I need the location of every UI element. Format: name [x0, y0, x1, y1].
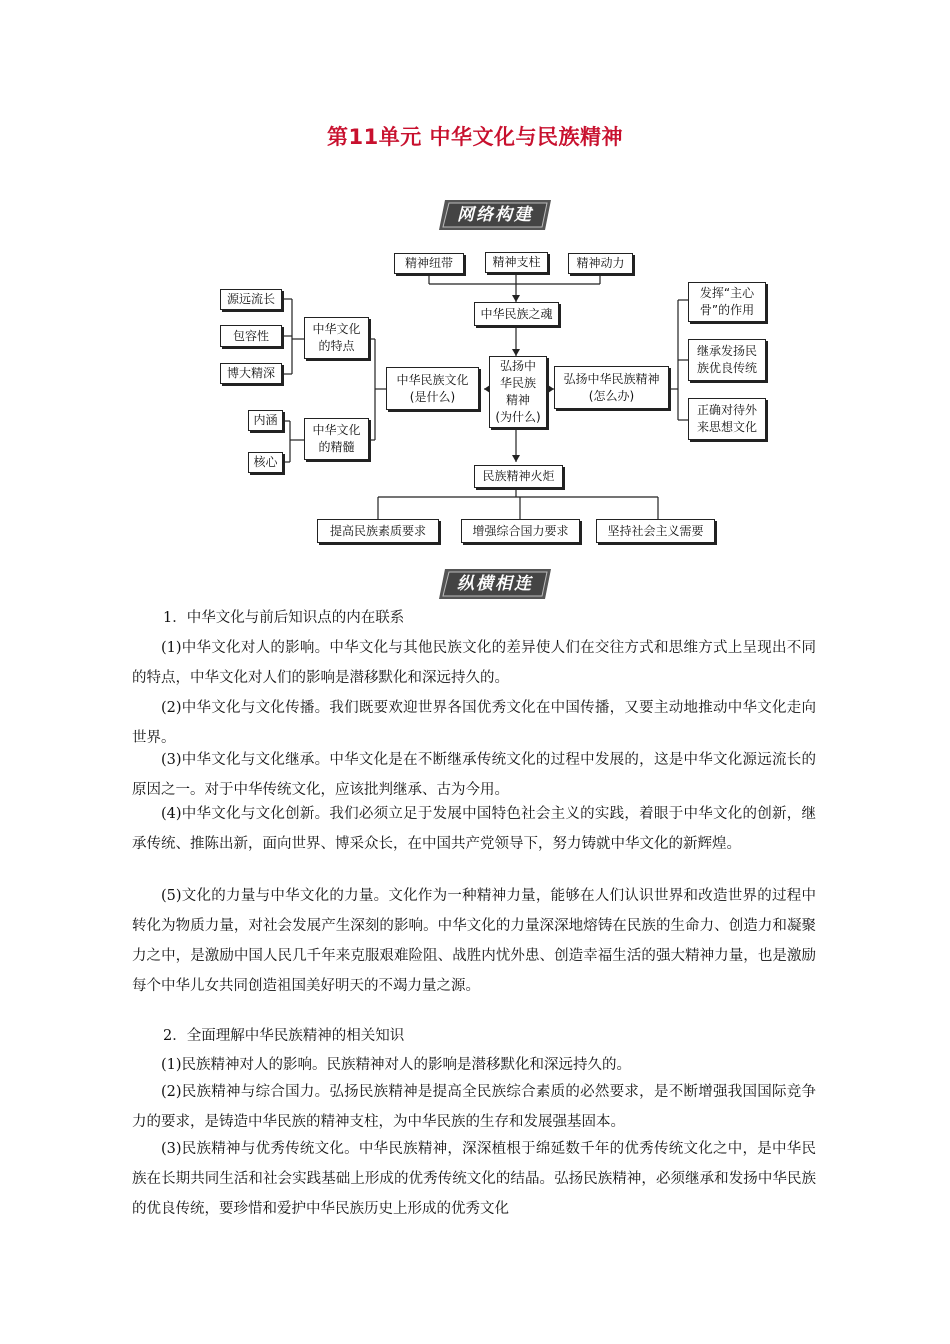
box-spiritual-pillar: 精神支柱: [485, 252, 548, 273]
connect-banner: [437, 567, 553, 601]
box-culture-essence: 中华文化 的精髓: [304, 418, 369, 460]
box-quality-requirement: 提高民族素质要求: [317, 519, 439, 543]
box-national-soul: 中华民族之魂: [474, 302, 559, 326]
box-promote-how: 弘扬中华民族精神 (怎么办): [554, 366, 669, 409]
connect-banner-label: 纵横相连: [457, 574, 533, 594]
section1-para-4: (4)中华文化与文化创新。我们必须立足于发展中国特色社会主义的实践，着眼于中华文化的创新，继承传统、推陈出新，面向世界、博采众长，在中国共产党领导下，努力铸就中华文化的新辉煌。: [132, 806, 816, 852]
box-culture-what: 中华民族文化 (是什么): [386, 367, 479, 410]
section2-heading: 2．全面理解中华民族精神的相关知识: [163, 1028, 405, 1044]
box-essence-connotation: 内涵: [248, 410, 283, 431]
section1-heading: 1．中华文化与前后知识点的内在联系: [163, 610, 405, 626]
box-inherit-tradition: 继承发扬民 族优良传统: [688, 339, 766, 381]
section1-para-1: (1)中华文化对人的影响。中华文化与其他民族文化的差异使人们在交往方式和思维方式上呈现出不同的特点，中华文化对人们的影响是潜移默化和深远持久的。: [132, 640, 816, 686]
section2-para-3: (3)民族精神与优秀传统文化。中华民族精神，深深植根于绵延数千年的优秀传统文化之中，是中华民族在长期共同生活和社会实践基础上形成的优秀传统文化的结晶。弘扬民族精神，必须继承和发扬中华民族的优良传统，要珍惜和爱护中华民族历史上形成的优秀文化: [132, 1141, 816, 1217]
box-socialism-need: 坚持社会主义需要: [596, 519, 715, 543]
box-essence-core: 核心: [248, 452, 283, 473]
box-spiritual-motive: 精神动力: [568, 253, 633, 274]
box-spiritual-bond: 精神纽带: [394, 253, 464, 274]
section1-para-3: (3)中华文化与文化继承。中华文化是在不断继承传统文化的过程中发展的，这是中华文化源远流长的原因之一。对于中华传统文化，应该批判继承、古为今用。: [132, 752, 816, 798]
box-foreign-culture: 正确对待外 来思想文化: [688, 398, 766, 440]
box-feature-profound: 博大精深: [220, 363, 282, 384]
box-feature-inclusiveness: 包容性: [220, 325, 282, 347]
box-spirit-torch: 民族精神火炬: [474, 465, 563, 488]
box-culture-features: 中华文化 的特点: [304, 317, 369, 359]
network-banner-label: 网络构建: [457, 205, 533, 225]
section2-para-2: (2)民族精神与综合国力。弘扬民族精神是提高全民族综合素质的必然要求，是不断增强我国国际竞争力的要求，是铸造中华民族的精神支柱，为中华民族的生存和发展强基固本。: [132, 1084, 816, 1130]
section1-para-2: (2)中华文化与文化传播。我们既要欢迎世界各国优秀文化在中国传播，又要主动地推动中华文化走向世界。: [132, 700, 816, 746]
page-title: 第11单元 中华文化与民族精神: [326, 125, 624, 149]
section1-para-5: (5)文化的力量与中华文化的力量。文化作为一种精神力量，能够在人们认识世界和改造世界的过程中转化为物质力量，对社会发展产生深刻的影响。中华文化的力量深深地熔铸在民族的生命力、创造力和凝聚力之中，是激励中国人民几千年来克服艰难险阻、战胜内忧外患、创造幸福生活的强大精神力量，也是激励每个中华儿女共同创造祖国美好明天的不竭力量之源。: [132, 888, 816, 994]
section2-para-1: (1)民族精神对人的影响。民族精神对人的影响是潜移默化和深远持久的。: [161, 1057, 632, 1073]
box-national-power: 增强综合国力要求: [461, 519, 580, 543]
box-feature-long-history: 源远流长: [220, 289, 282, 310]
box-backbone-role: 发挥“主心 骨”的作用: [688, 282, 766, 322]
box-center-why: 弘扬中 华民族 精神 (为什么): [489, 356, 547, 428]
